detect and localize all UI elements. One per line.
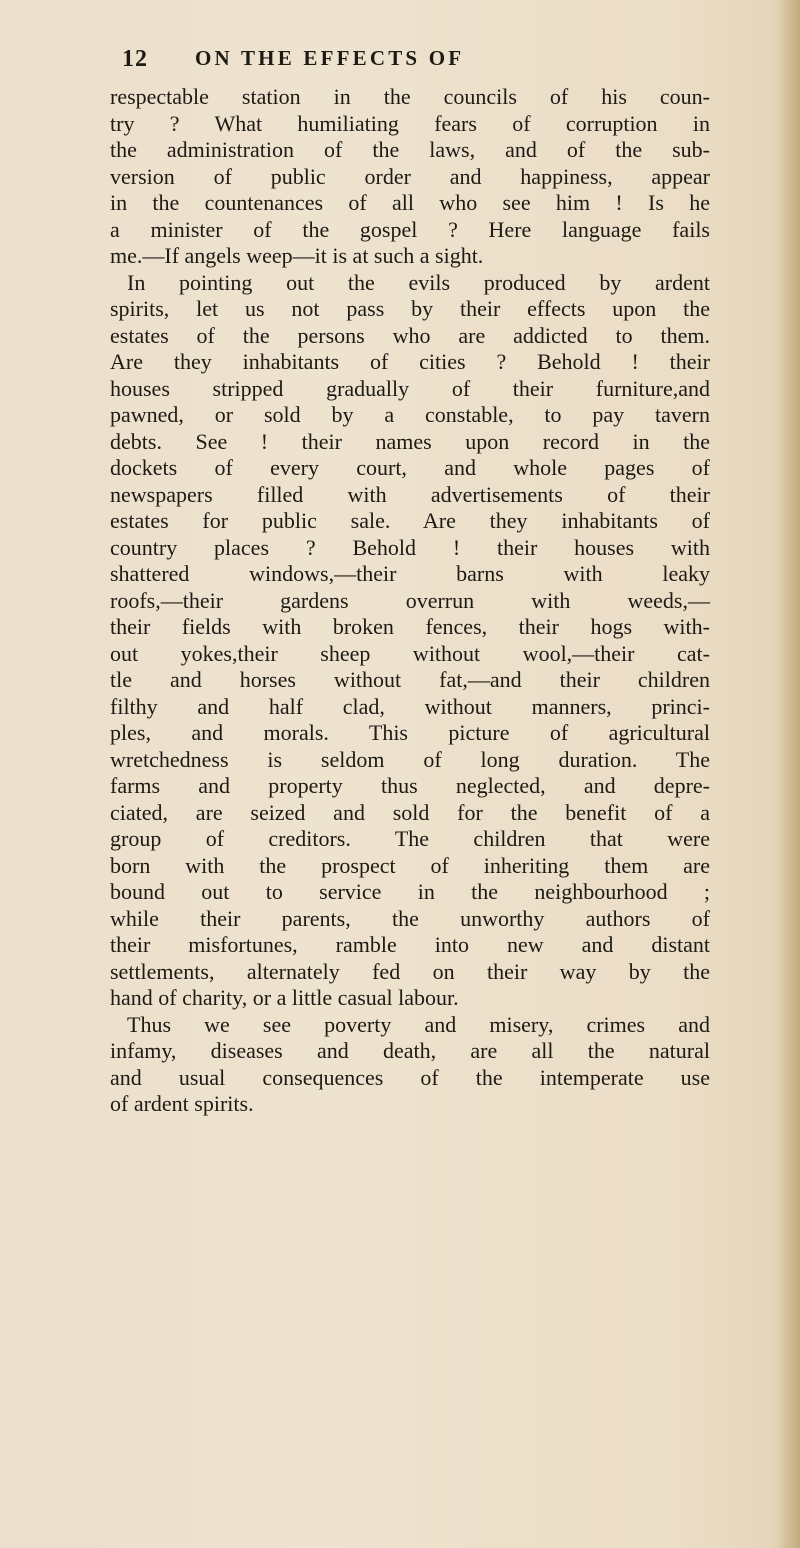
text-line: try ? What humiliating fears of corruption in — [110, 110, 710, 136]
text-line: Thus we see poverty and misery, crimes and — [127, 1011, 710, 1037]
text-line: born with the prospect of inheriting them are — [110, 852, 710, 878]
text-line: out yokes,their sheep without wool,—their cat- — [110, 640, 710, 666]
text-line: hand of charity, or a little casual labour. — [110, 985, 459, 1010]
text-line: me.—If angels weep—it is at such a sight. — [110, 243, 484, 268]
text-line: ciated, are seized and sold for the benefit of a — [110, 799, 710, 825]
text-line: pawned, or sold by a constable, to pay tavern — [110, 402, 710, 427]
text-line: their fields with broken fences, their hogs with- — [110, 614, 710, 639]
body-text — [110, 84, 710, 1118]
text-line: settlements, alternately fed on their way by the — [110, 958, 710, 984]
text-line: the administration of the laws, and of the sub- — [110, 137, 710, 162]
text-line: in the countenances of all who see him ! Is he — [110, 190, 710, 215]
text-line: while their parents, the unworthy authors of — [110, 905, 710, 931]
text-line: estates of the persons who are addicted to them. — [110, 322, 710, 348]
text-line: bound out to service in the neighbourhood ; — [110, 879, 710, 904]
text-line: farms and property thus neglected, and depre- — [110, 773, 710, 798]
text-line: infamy, diseases and death, are all the natural — [110, 1038, 710, 1063]
text-line: houses stripped gradually of their furniture,and — [110, 375, 710, 401]
text-line: of ardent spirits. — [110, 1091, 254, 1116]
text-line: estates for public sale. Are they inhabitants of — [110, 508, 710, 533]
running-header — [122, 46, 667, 76]
text-line: Are they inhabitants of cities ? Behold ! their — [110, 349, 710, 374]
text-line: spirits, let us not pass by their effects upon the — [110, 296, 710, 321]
text-line: country places ? Behold ! their houses with — [110, 534, 710, 560]
page-edge-shadow — [778, 0, 800, 1548]
text-line: filthy and half clad, without manners, princi- — [110, 693, 710, 719]
text-line: shattered windows,—their barns with leaky — [110, 561, 710, 586]
text-line: respectable station in the councils of his coun- — [110, 84, 710, 109]
text-line: version of public order and happiness, appear — [110, 163, 710, 189]
text-line: ples, and morals. This picture of agricultural — [110, 720, 710, 745]
text-line: roofs,—their gardens overrun with weeds,— — [110, 587, 710, 613]
paragraph — [110, 84, 710, 270]
text-line: debts. See ! their names upon record in the — [110, 428, 710, 454]
running-title: ON THE EFFECTS OF — [195, 46, 465, 70]
paragraph — [110, 1012, 710, 1118]
text-line: tle and horses without fat,—and their children — [110, 667, 710, 692]
text-line: group of creditors. The children that were — [110, 826, 710, 851]
text-line: and usual consequences of the intemperate use — [110, 1064, 710, 1090]
text-line: their misfortunes, ramble into new and distant — [110, 932, 710, 957]
text-line: a minister of the gospel ? Here language fails — [110, 216, 710, 242]
text-line: dockets of every court, and whole pages of — [110, 455, 710, 480]
page-number: 12 — [122, 46, 148, 72]
text-line: wretchedness is seldom of long duration. The — [110, 746, 710, 772]
text-line: In pointing out the evils produced by ardent — [127, 269, 710, 295]
text-line: newspapers filled with advertisements of their — [110, 481, 710, 507]
paragraph — [110, 270, 710, 1012]
